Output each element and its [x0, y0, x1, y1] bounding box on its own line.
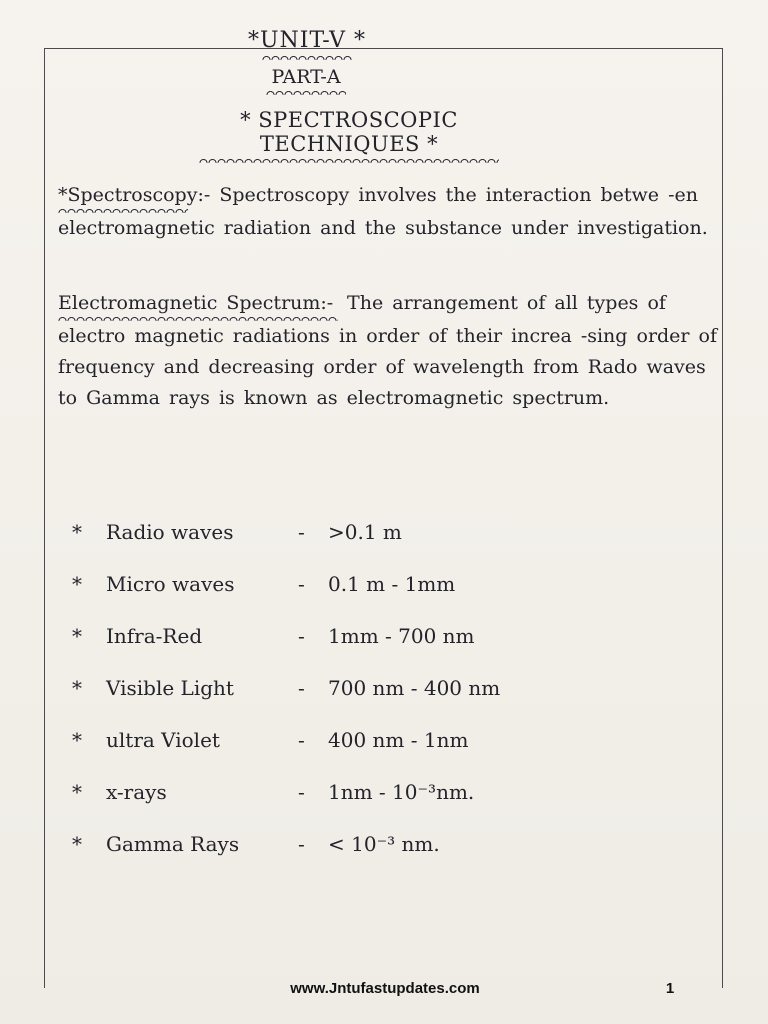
underline-squiggle	[262, 54, 352, 60]
underline-squiggle	[266, 89, 346, 95]
page-title: * SPECTROSCOPIC TECHNIQUES *	[164, 108, 534, 163]
page-number: 1	[665, 980, 675, 997]
asterisk-icon: *	[72, 572, 82, 596]
list-item: * Visible Light - 700 nm - 400 nm	[72, 676, 501, 700]
spectroscopy-paragraph	[58, 180, 720, 244]
left-margin-line	[44, 48, 45, 988]
unit-title: *UNIT-V *	[222, 28, 392, 60]
em-spectrum-paragraph	[58, 288, 720, 414]
asterisk-icon: *	[72, 780, 82, 804]
list-item: * x-rays - 1nm - 10⁻³nm.	[72, 780, 475, 804]
asterisk-icon: *	[72, 676, 82, 700]
asterisk-icon: *	[72, 728, 82, 752]
asterisk-icon: *	[72, 832, 82, 856]
spectroscopy-definition: Spectroscopy involves the interaction betwe -en electromagnetic radiation and the substance under investigation.	[58, 184, 708, 239]
asterisk-icon: *	[72, 520, 82, 544]
underline-squiggle	[58, 207, 188, 213]
list-item: * Micro waves - 0.1 m - 1mm	[72, 572, 456, 596]
spectroscopy-term: *Spectroscopy:-	[58, 180, 210, 213]
underline-squiggle	[199, 157, 499, 163]
spectrum-list	[72, 512, 712, 876]
asterisk-icon: *	[72, 624, 82, 648]
list-item: * Gamma Rays - < 10⁻³ nm.	[72, 832, 440, 856]
part-title: PART-A	[256, 66, 356, 95]
em-spectrum-definition: The arrangement of all types of electro magnetic radiations in order of their increa -sing order of frequency and decreasing order of wavelength from Rado waves to Gamma rays is known as electromagnetic spectrum.	[58, 292, 718, 409]
em-spectrum-term: Electromagnetic Spectrum:-	[58, 288, 338, 321]
list-item: * Infra-Red - 1mm - 700 nm	[72, 624, 475, 648]
footer-website-text: www.Jntufastupdates.com	[290, 980, 480, 997]
underline-squiggle	[58, 315, 338, 321]
list-item: * Radio waves - >0.1 m	[72, 520, 402, 544]
right-margin-line	[722, 48, 723, 988]
list-item: * ultra Violet - 400 nm - 1nm	[72, 728, 469, 752]
